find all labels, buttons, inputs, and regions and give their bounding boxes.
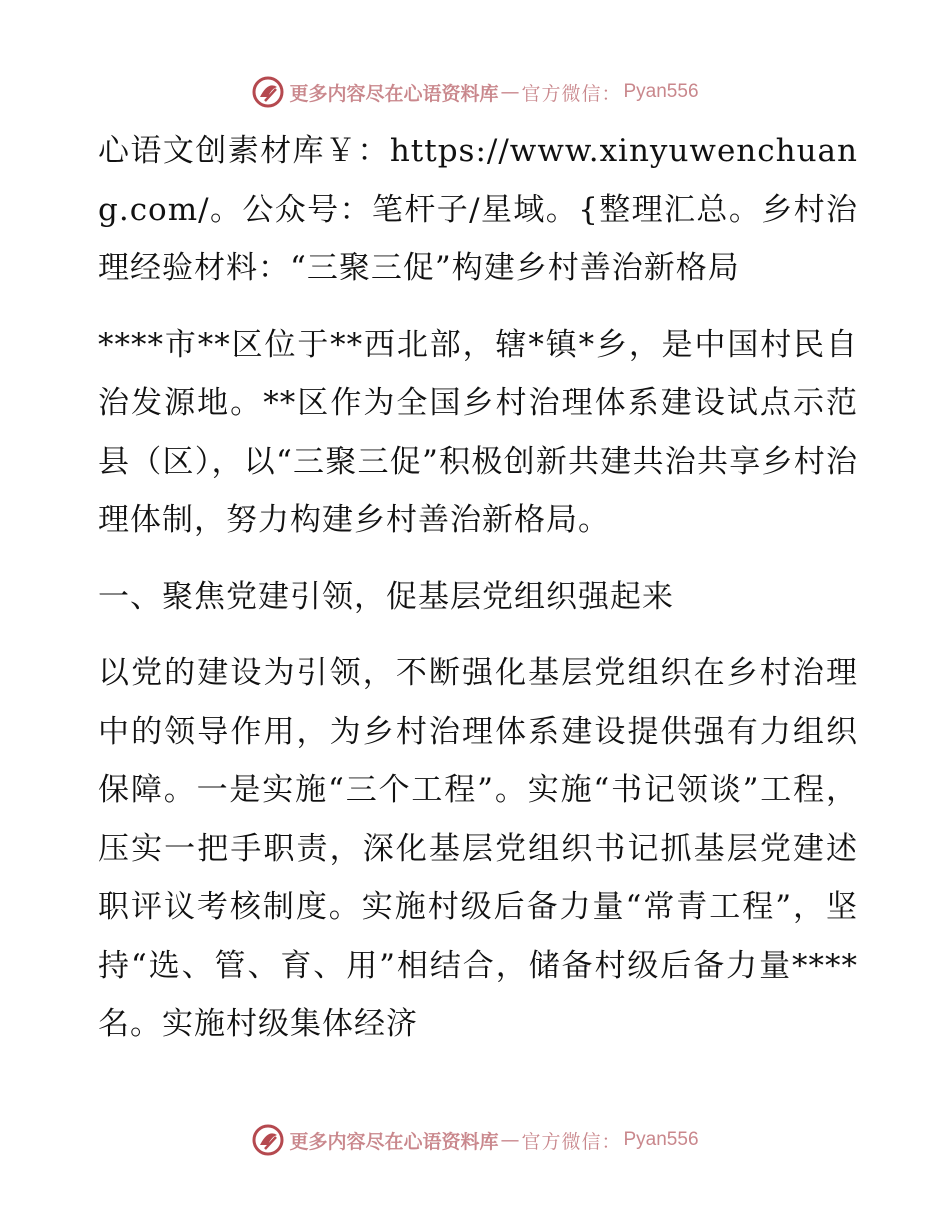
footer-banner [0, 1120, 950, 1160]
banner-slogan: 更多内容尽在心语资料库 [289, 82, 499, 105]
banner-dash: — [500, 81, 520, 103]
banner-slogan: 更多内容尽在心语资料库 [289, 1130, 499, 1153]
banner-wechat-label: 官方微信： [521, 1130, 622, 1153]
overview-paragraph: ****市**区位于**西北部，辖*镇*乡，是中国村民自治发源地。**区作为全国乡村治理体系建设试点示范县（区），以“三聚三促”积极创新共建共治共享乡村治理体制，努力构建乡村善治新格局。 [98, 326, 858, 538]
banner-wechat-label: 官方微信： [521, 82, 622, 105]
header-banner [0, 72, 950, 112]
banner-wechat-id: Pyan556 [623, 81, 699, 102]
banner-dash: — [500, 1129, 520, 1151]
banner-wechat-id: Pyan556 [623, 1129, 699, 1150]
logo-icon [251, 1123, 285, 1157]
intro-paragraph: 心语文创素材库￥：https://www.xinyuwenchuang.com/。公众号：笔杆子/星域。{整理汇总。乡村治理经验材料：“三聚三促”构建乡村善治新格局 [98, 133, 858, 286]
logo-icon [251, 75, 285, 109]
document-body [98, 122, 858, 1054]
body-paragraph: 以党的建设为引领，不断强化基层党组织在乡村治理中的领导作用，为乡村治理体系建设提供强有力组织保障。一是实施“三个工程”。实施“书记领谈”工程，压实一把手职责，深化基层党组织书记抓基层党建述职评议考核制度。实施村级后备力量“常青工程”，坚持“选、管、育、用”相结合，储备村级后备力量****名。实施村级集体经济 [98, 655, 858, 1042]
section-heading: 一、聚焦党建引领，促基层党组织强起来 [98, 578, 674, 615]
